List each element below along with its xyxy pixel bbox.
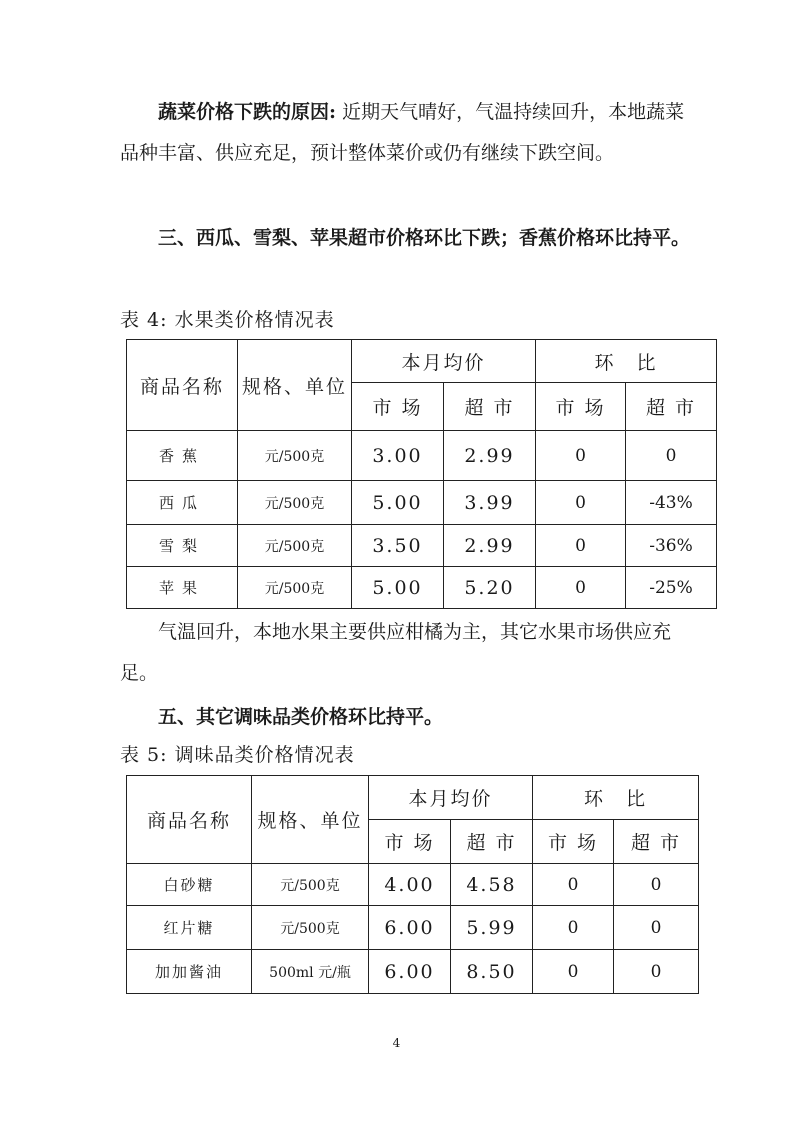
cell-product: 红片糖 — [127, 906, 252, 950]
cell-product: 西瓜 — [127, 481, 238, 525]
header-month-on-month: 环 比 — [536, 340, 717, 383]
cell-supermarket-price: 3.99 — [444, 481, 536, 525]
cell-mom-supermarket: -25% — [626, 567, 717, 609]
cell-unit: 元/500克 — [238, 525, 352, 567]
header-product-name: 商品名称 — [127, 776, 252, 864]
header-month-on-month: 环 比 — [533, 776, 699, 820]
table-row — [127, 431, 717, 481]
cell-market-price: 5.00 — [352, 481, 444, 525]
page-number: 4 — [392, 1036, 401, 1050]
section-3-heading: 三、西瓜、雪梨、苹果超市价格环比下跌；香蕉价格环比持平。 — [158, 227, 691, 249]
cell-market-price: 5.00 — [352, 567, 444, 609]
table-5-caption: 表 5: 调味品类价格情况表 — [120, 744, 355, 766]
table-4-caption: 表 4: 水果类价格情况表 — [120, 309, 335, 331]
fruit-price-table — [126, 339, 717, 609]
header-mom-market: 市 场 — [536, 383, 626, 431]
cell-supermarket-price: 8.50 — [451, 950, 533, 994]
cell-mom-supermarket: -43% — [626, 481, 717, 525]
cell-unit: 元/500克 — [252, 906, 369, 950]
cell-market-price: 4.00 — [369, 864, 451, 906]
cell-market-price: 3.00 — [352, 431, 444, 481]
cell-product: 香蕉 — [127, 431, 238, 481]
header-mom-supermarket: 超 市 — [626, 383, 717, 431]
cell-unit: 元/500克 — [238, 567, 352, 609]
paragraph-body: 近期天气晴好，气温持续回升，本地蔬菜品种丰富、供应充足，预计整体菜价或仍有继续下跌空间。 — [120, 101, 685, 164]
cell-supermarket-price: 5.20 — [444, 567, 536, 609]
cell-market-price: 6.00 — [369, 906, 451, 950]
cell-mom-supermarket: 0 — [614, 950, 699, 994]
cell-mom-market: 0 — [536, 567, 626, 609]
cell-mom-supermarket: 0 — [626, 431, 717, 481]
cell-supermarket-price: 2.99 — [444, 525, 536, 567]
header-avg-market: 市 场 — [352, 383, 444, 431]
cell-supermarket-price: 4.58 — [451, 864, 533, 906]
header-monthly-average: 本月均价 — [352, 340, 536, 383]
header-avg-supermarket: 超 市 — [444, 383, 536, 431]
table-row — [127, 481, 717, 525]
cell-unit: 500ml 元/瓶 — [252, 950, 369, 994]
cell-mom-supermarket: 0 — [614, 906, 699, 950]
header-mom-supermarket: 超 市 — [614, 820, 699, 864]
cell-mom-market: 0 — [533, 906, 614, 950]
cell-mom-market: 0 — [536, 481, 626, 525]
header-avg-supermarket: 超 市 — [451, 820, 533, 864]
table-row — [127, 525, 717, 567]
cell-unit: 元/500克 — [238, 431, 352, 481]
table-row — [127, 906, 699, 950]
table-row — [127, 567, 717, 609]
cell-unit: 元/500克 — [252, 864, 369, 906]
cell-product: 雪梨 — [127, 525, 238, 567]
cell-product: 白砂糖 — [127, 864, 252, 906]
cell-mom-market: 0 — [533, 950, 614, 994]
vegetable-reason-paragraph — [120, 92, 695, 174]
cell-product: 加加酱油 — [127, 950, 252, 994]
fruit-note-paragraph: 气温回升，本地水果主要供应柑橘为主，其它水果市场供应充足。 — [120, 621, 672, 684]
cell-mom-market: 0 — [536, 431, 626, 481]
cell-mom-supermarket: -36% — [626, 525, 717, 567]
header-unit: 规格、单位 — [238, 340, 352, 431]
condiment-price-table — [126, 775, 699, 994]
cell-market-price: 6.00 — [369, 950, 451, 994]
paragraph-lead: 蔬菜价格下跌的原因: — [158, 101, 337, 123]
header-unit: 规格、单位 — [252, 776, 369, 864]
cell-mom-market: 0 — [536, 525, 626, 567]
header-mom-market: 市 场 — [533, 820, 614, 864]
header-monthly-average: 本月均价 — [369, 776, 533, 820]
header-avg-market: 市 场 — [369, 820, 451, 864]
cell-supermarket-price: 2.99 — [444, 431, 536, 481]
cell-product: 苹果 — [127, 567, 238, 609]
cell-market-price: 3.50 — [352, 525, 444, 567]
cell-mom-supermarket: 0 — [614, 864, 699, 906]
table-row — [127, 864, 699, 906]
cell-unit: 元/500克 — [238, 481, 352, 525]
cell-supermarket-price: 5.99 — [451, 906, 533, 950]
table-row — [127, 950, 699, 994]
section-5-heading: 五、其它调味品类价格环比持平。 — [158, 706, 444, 728]
header-product-name: 商品名称 — [127, 340, 238, 431]
cell-mom-market: 0 — [533, 864, 614, 906]
